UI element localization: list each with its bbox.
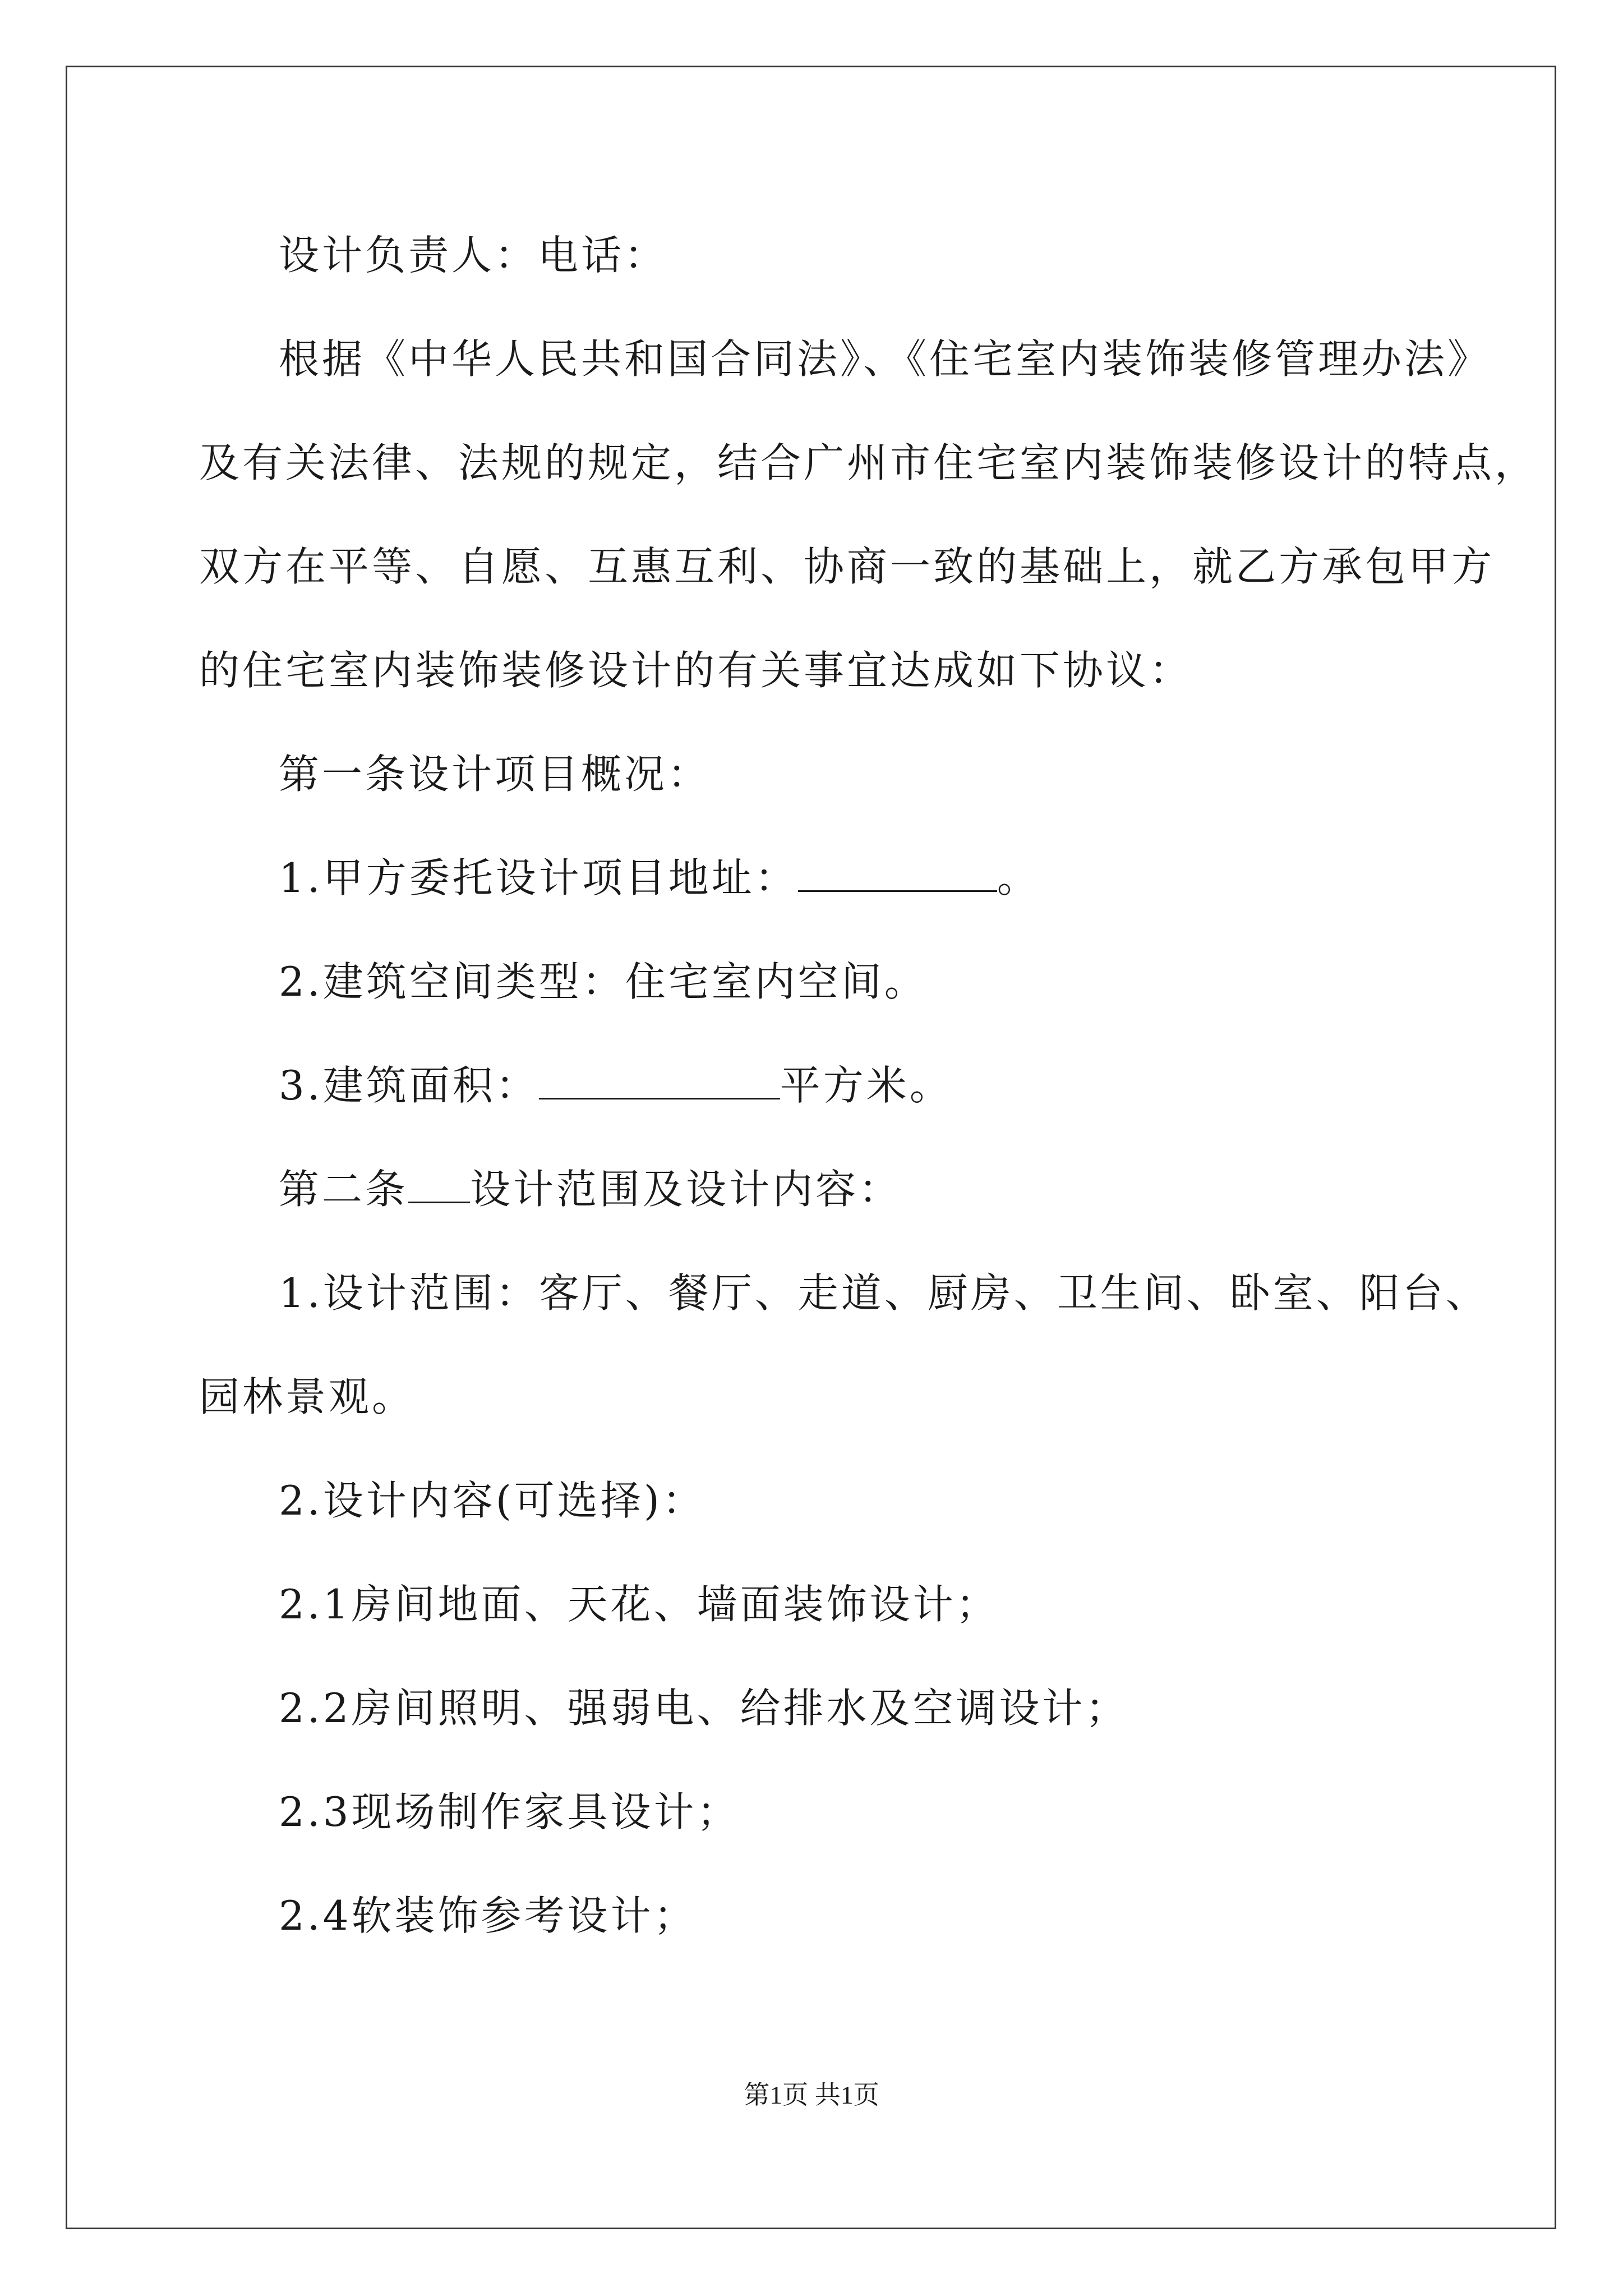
design-content-heading: 2.设计内容(可选择)： [279, 1477, 706, 1524]
design-scope-line: 园林景观。 [199, 1373, 416, 1420]
area-line [279, 1057, 953, 1114]
paragraph-line: 及有关法律、法规的规定，结合广州市住宅室内装饰装修设计的特点， [199, 439, 1538, 486]
project-address-line [279, 850, 1040, 906]
area-unit: 平方米。 [780, 1062, 953, 1109]
design-scope-line: 1.设计范围：客厅、餐厅、走道、厨房、卫生间、卧室、阳台、 [279, 1269, 1489, 1317]
space-type-line: 2.建筑空间类型：住宅室内空间。 [279, 958, 928, 1005]
address-period: 。 [997, 854, 1040, 901]
design-content-item: 2.2房间照明、强弱电、给排水及空调设计； [279, 1685, 1129, 1732]
paragraph-line: 双方在平等、自愿、互惠互利、协商一致的基础上，就乙方承包甲方 [199, 543, 1495, 590]
paragraph-line: 的住宅室内装饰装修设计的有关事宜达成如下协议： [199, 647, 1193, 694]
designer-contact-line: 设计负责人：电话： [279, 232, 668, 279]
project-address-label: 1.甲方委托设计项目地址： [279, 854, 798, 901]
design-content-item: 2.3现场制作家具设计； [279, 1788, 740, 1835]
paragraph-line: 根据《中华人民共和国合同法》、《住宅室内装饰装修管理办法》 [279, 335, 1491, 383]
article-two-label: 第二条 [279, 1166, 409, 1213]
article-heading [279, 1161, 902, 1217]
area-label: 3.建筑面积： [279, 1062, 539, 1109]
design-content-item: 2.1房间地面、天花、墙面装饰设计； [279, 1581, 999, 1628]
article-two-blank [408, 1166, 470, 1203]
article-two-title: 设计范围及设计内容： [470, 1166, 902, 1213]
article-heading: 第一条设计项目概况： [279, 751, 711, 798]
design-content-item: 2.4软装饰参考设计； [279, 1892, 697, 1939]
area-blank [539, 1062, 780, 1099]
page-footer: 第1页 共1页 [744, 2081, 879, 2109]
address-blank [798, 854, 997, 892]
